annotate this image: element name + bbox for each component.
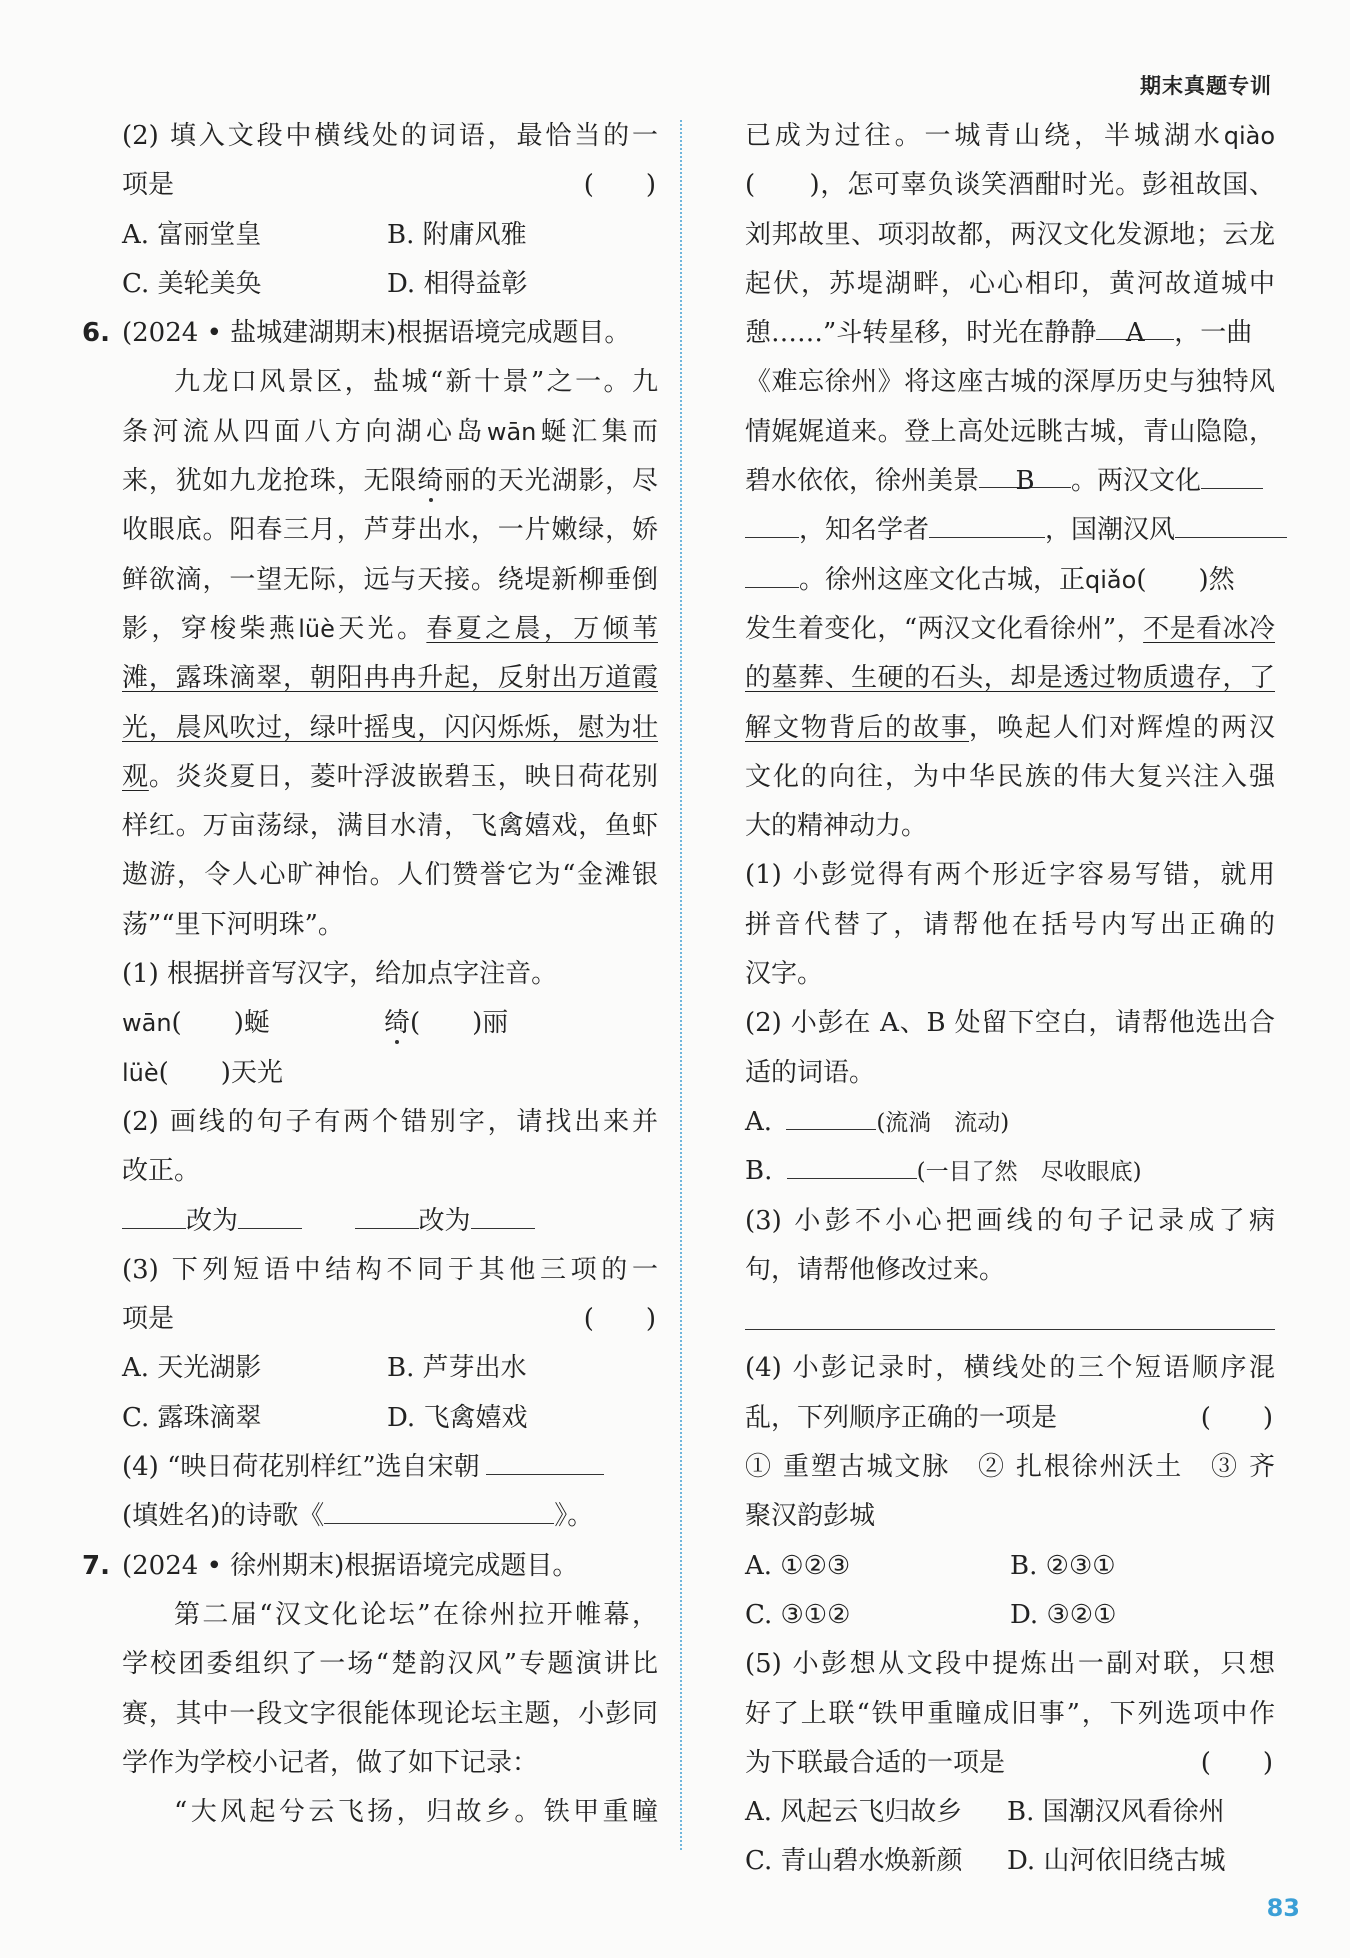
q7-sub1: 汉字。 (745, 959, 824, 990)
q7-sub4-phrases: ① 重塑古城文脉 ② 扎根徐州沃土 ③ 齐 (745, 1452, 1275, 1483)
answer-blank[interactable] (787, 1148, 917, 1179)
q7-passage-line: 已成为过往。一城青山绕，半城湖水qiào (745, 121, 1275, 151)
underlined-sentence: 的墓葬、生硬的石头，却是透过物质遗存，了 (745, 663, 1275, 694)
q7-sub3: 句，请帮他修改过来。 (745, 1254, 1006, 1285)
q7-sub3: (3) 小彭不小心把画线的句子记录成了病 (745, 1205, 1275, 1236)
q7-passage-line (745, 654, 1275, 703)
answer-bracket[interactable]: ( ) (1200, 1747, 1273, 1778)
q6-sub3-options (122, 1394, 658, 1443)
answer-blank[interactable]: wān( )蜒 (122, 1008, 270, 1039)
q7-sub5: (5) 小彭想从文段中提炼出一副对联，只想 (745, 1649, 1275, 1680)
q6-passage-line: 样红。万亩荡绿，满目水清，飞禽嬉戏，鱼虾 (122, 811, 658, 842)
q7-passage-line: ，知名学者 ，国潮汉风 (745, 506, 1275, 555)
question-number: 6. (82, 318, 110, 349)
answer-blank[interactable] (355, 1198, 419, 1229)
answer-blank[interactable] (324, 1493, 554, 1524)
q7-passage-line: 刘邦故里、项羽故都，两汉文化发源地；云龙 (745, 219, 1275, 250)
option-b[interactable]: B. ②③① (1010, 1550, 1116, 1581)
blank-a[interactable]: A (1096, 309, 1174, 340)
q6-passage-line: 观。炎炎夏日，菱叶浮波嵌碧玉，映日荷花别 (122, 761, 658, 792)
q7-passage-line: ( )，怎可辜负谈笑酒酣时光。彭祖故国、 (745, 170, 1275, 201)
answer-blank[interactable] (122, 1198, 186, 1229)
q6-passage-line: 荡”“里下河明珠”。 (122, 909, 344, 940)
underlined-sentence: 光，晨风吹过，绿叶摇曳，闪闪烁烁，慰为壮 (122, 712, 658, 743)
q6-sub3-options (122, 1344, 658, 1393)
q7-sub5: 为下联最合适的一项是 ( ) (745, 1739, 1275, 1788)
q7-sub3-answer[interactable] (745, 1295, 1275, 1344)
answer-blank[interactable] (238, 1198, 302, 1229)
q6-passage-line: 影，穿梭柴燕lüè天光。春夏之晨，万倾苇 (122, 613, 658, 644)
q7-sub1: (1) 小彭觉得有两个形近字容易写错，就用 (745, 860, 1275, 891)
q6-sub3: (3) 下列短语中结构不同于其他三项的一 (122, 1254, 658, 1285)
answer-blank[interactable] (486, 1444, 604, 1475)
underlined-sentence: 滩，露珠滴翠，朝阳冉冉升起，反射出万道霞 (122, 663, 658, 694)
q7-heading: 7. (2024 • 徐州期末)根据语境完成题目。 (122, 1542, 658, 1591)
q5-2-options-ab (122, 211, 658, 260)
q7-sub4: 乱，下列顺序正确的一项是 ( ) (745, 1394, 1275, 1443)
q7-passage-line: 碧水依依，徐州美景 B 。两汉文化 (745, 457, 1275, 506)
q7-sub4-phrases: 聚汉韵彭城 (745, 1501, 876, 1532)
q7-sub2-option-a: A. (流淌 流动) (745, 1098, 1275, 1147)
option-c[interactable]: C. ③①② (745, 1599, 851, 1630)
underlined-sentence: 春夏之晨，万倾苇 (426, 613, 658, 644)
page-number: 83 (1266, 1894, 1300, 1922)
option-a[interactable]: A. 富丽堂皇 (122, 219, 262, 250)
q6-sub1-blanks (122, 1049, 658, 1098)
option-a[interactable]: A. ①②③ (745, 1550, 851, 1581)
option-d[interactable]: D. ③②① (1010, 1599, 1117, 1630)
q6-passage-line: 条河流从四面八方向湖心岛wān蜒汇集而 (122, 416, 658, 447)
answer-blank[interactable] (1201, 458, 1263, 489)
underlined-sentence: 解文物背后的故事 (745, 712, 969, 743)
answer-blank[interactable] (786, 1099, 876, 1130)
q7-passage-line: 解文物背后的故事，唤起人们对辉煌的两汉 (745, 712, 1275, 743)
q7-sub1: 拼音代替了，请帮他在括号内写出正确的 (745, 909, 1275, 940)
q7-sub2-option-b: B. (一目了然 尽收眼底) (745, 1147, 1275, 1196)
q5-2-options-cd (122, 260, 658, 309)
dotted-char: 绮 (417, 466, 445, 497)
right-column (745, 112, 1275, 1887)
q7-passage-line: 文化的向往，为中华民族的伟大复兴注入强 (745, 761, 1275, 792)
question-number: 7. (82, 1550, 110, 1581)
q5-2-stem-end: 项是 ( ) (122, 161, 658, 210)
answer-line[interactable] (745, 1329, 1275, 1330)
option-c[interactable]: C. 美轮美奂 (122, 268, 262, 299)
q6-passage-line (122, 654, 658, 703)
q7-sub5-options (745, 1788, 1275, 1837)
answer-blank[interactable]: 绮( )丽 (384, 1008, 509, 1039)
q7-sub2: (2) 小彭在 A、B 处留下空白，请帮他选出合 (745, 1008, 1275, 1039)
q6-sub2: (2) 画线的句子有两个错别字，请找出来并 (122, 1106, 658, 1137)
q7-passage-line: 发生着变化，“两汉文化看徐州”，不是看冰冷 (745, 613, 1275, 644)
answer-bracket[interactable]: ( ) (583, 1304, 656, 1335)
q7-sub4-options (745, 1542, 1275, 1591)
option-d[interactable]: D. 相得益彰 (387, 268, 528, 299)
q7-passage-line: 学作为学校小记者，做了如下记录： (122, 1747, 539, 1778)
q7-sub4: (4) 小彭记录时，横线处的三个短语顺序混 (745, 1353, 1275, 1384)
answer-blank[interactable] (929, 507, 1045, 538)
q7-passage-line: 起伏，苏堤湖畔，心心相印，黄河故道城中 (745, 268, 1275, 299)
option-a[interactable]: A. 天光湖影 (122, 1353, 262, 1384)
q6-passage-line: 收眼底。阳春三月，芦芽出水，一片嫩绿，娇 (122, 515, 658, 546)
q6-sub4: (4) “映日荷花别样红”选自宋朝 (122, 1443, 658, 1492)
option-d[interactable]: D. 山河依旧绕古城 (1007, 1846, 1226, 1877)
q7-passage-line: 学校团委组织了一场“楚韵汉风”专题演讲比 (122, 1649, 658, 1680)
answer-bracket[interactable]: ( ) (583, 170, 656, 201)
q6-sub3-end: 项是 ( ) (122, 1295, 658, 1344)
answer-blank[interactable] (1175, 507, 1287, 538)
option-d[interactable]: D. 飞禽嬉戏 (387, 1402, 528, 1433)
q7-sub5-options (745, 1837, 1275, 1886)
underlined-sentence: 不是看冰冷 (1143, 613, 1275, 644)
q6-passage-line: 鲜欲滴，一望无际，远与天接。绕堤新柳垂倒 (122, 564, 658, 595)
section-title: 期末真题专训 (1140, 74, 1272, 98)
q7-sub4-options (745, 1591, 1275, 1640)
q7-sub5: 好了上联“铁甲重瞳成旧事”，下列选项中作 (745, 1698, 1275, 1729)
option-c[interactable]: C. 青山碧水焕新颜 (745, 1846, 963, 1877)
q6-sub2-end: 改正。 (122, 1156, 201, 1187)
q6-sub1-blanks (122, 999, 658, 1048)
q7-passage-line: 。徐州这座文化古城，正qiǎo( )然 (745, 556, 1275, 605)
q7-passage-line: “大风起兮云飞扬，归故乡。铁甲重瞳 (174, 1797, 658, 1828)
answer-blank[interactable]: lüè( )天光 (122, 1057, 283, 1088)
answer-blank[interactable] (745, 557, 799, 588)
answer-blank[interactable] (471, 1198, 535, 1229)
q6-passage-line (122, 704, 658, 753)
left-column (82, 112, 658, 1837)
q5-2-stem: (2) 填入文段中横线处的词语，最恰当的一 (122, 121, 658, 151)
q6-passage-line: 来，犹如九龙抢珠，无限绮丽的天光湖影，尽 (122, 466, 658, 497)
column-divider (680, 120, 682, 1850)
q6-sub1: (1) 根据拼音写汉字，给加点字注音。 (122, 959, 558, 990)
q7-passage-line: 第二届“汉文化论坛”在徐州拉开帷幕， (174, 1599, 658, 1630)
q6-sub2-corrections: 改为 改为 (122, 1197, 658, 1246)
answer-blank[interactable] (745, 507, 799, 538)
q6-heading: 6. (2024 • 盐城建湖期末)根据语境完成题目。 (122, 309, 658, 358)
option-b[interactable]: B. 附庸风雅 (387, 219, 527, 250)
q7-passage-line: 情娓娓道来。登上高处远眺古城，青山隐隐， (745, 416, 1275, 447)
q6-sub4-end: (填姓名)的诗歌《 》。 (122, 1492, 658, 1541)
q7-passage-line: 赛，其中一段文字很能体现论坛主题，小彭同 (122, 1698, 658, 1729)
q7-passage-line: 憩……”斗转星移，时光在静静 A ，一曲 (745, 309, 1275, 358)
option-c[interactable]: C. 露珠滴翠 (122, 1402, 262, 1433)
blank-b[interactable]: B (979, 457, 1071, 488)
q7-sub2: 适的词语。 (745, 1057, 876, 1088)
answer-bracket[interactable]: ( ) (1200, 1402, 1273, 1433)
q6-passage-line: 九龙口风景区，盐城“新十景”之一。九 (174, 367, 658, 398)
option-b[interactable]: B. 国潮汉风看徐州 (1007, 1797, 1225, 1828)
option-b[interactable]: B. 芦芽出水 (387, 1353, 527, 1384)
q7-passage-line: 大的精神动力。 (745, 811, 928, 842)
option-a[interactable]: A. 风起云飞归故乡 (745, 1797, 963, 1828)
q7-passage-line: 《难忘徐州》将这座古城的深厚历史与独特风 (745, 367, 1275, 398)
q6-passage-line: 遨游，令人心旷神怡。人们赞誉它为“金滩银 (122, 860, 658, 891)
underlined-sentence: 观 (122, 761, 149, 792)
